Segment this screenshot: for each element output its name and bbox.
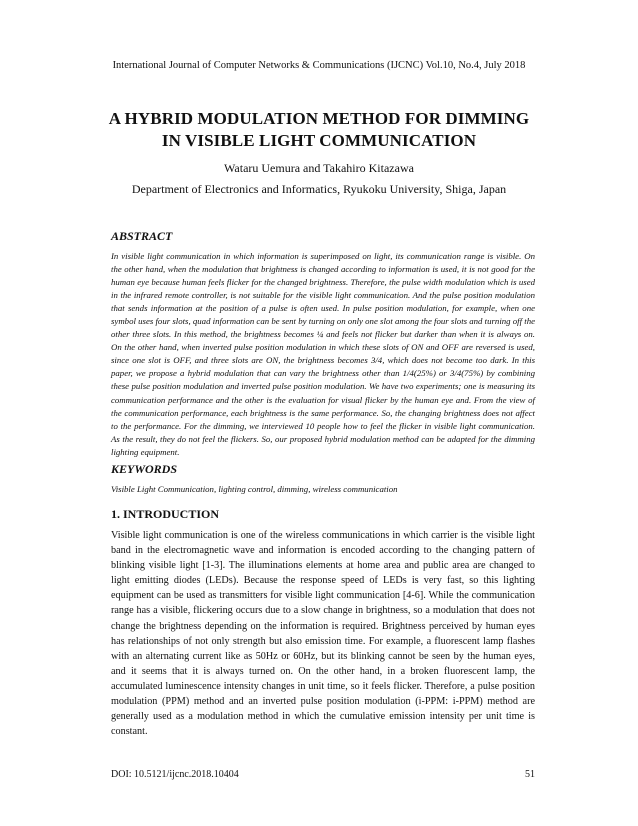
footer-doi: DOI: 10.5121/ijcnc.2018.10404 <box>111 769 239 780</box>
affiliation: Department of Electronics and Informatics, Ryukoku University, Shiga, Japan <box>131 182 507 196</box>
paper-title <box>60 108 578 152</box>
abstract-text: In visible light communication in which information is superimposed on light, its communication range is visible. On the other hand, when the modulation that brightness is changed according to information is used, it is not good for the human eye because human feels flicker for the changed brightness. Therefore, the pulse width modulation which is used in the infrared remote controller, is not suitable for the visible light communication. And the pulse position modulation that sends information at the position of a pulse is often used. In pulse position modulation, for example, when one symbol uses four slots, quad information can be sent by turning on only one slot among the four slots and turning off the other three slots. In this method, the brightness becomes ¼ and feels not flicker but darker than when it is always on. On the other hand, when inverted pulse position modulation in which these slots of ON and OFF are reversed is used, since one slot is OFF, and three slots are ON, the brightness becomes 3/4, which does not become too dark. In this paper, we propose a hybrid modulation that can vary the brightness other than 1/4(25%) or 3/4(75%) by combining these pulse position modulation and inverted pulse position modulation. We have two experiments; one is measuring its communication performance and the other is the evaluation for visual flicker by the human eye and. From the view of the communication performance, each brightness is the same performance. So, the changing brightness does not affect to the performance. For the dimming, we interviewed 10 people how to feel the flicker in visible light communication. As the result, they do not feel the flickers. So, our proposed hybrid modulation method can be adapted for the dimming lighting equipment. <box>111 251 535 457</box>
authors: Wataru Uemura and Takahiro Kitazawa <box>224 161 414 175</box>
introduction-heading: 1. INTRODUCTION <box>111 507 220 521</box>
abstract-heading: ABSTRACT <box>111 229 173 243</box>
keywords-text: Visible Light Communication, lighting control, dimming, wireless communication <box>111 484 398 494</box>
keywords-heading: KEYWORDS <box>111 462 178 476</box>
page-number: 51 <box>525 769 535 780</box>
title-line-2: IN VISIBLE LIGHT COMMUNICATION <box>161 131 477 150</box>
introduction-text: Visible light communication is one of the wireless communications in which carrier is the visible light band in the electromagnetic wave and information is encoded according to the changing pattern of blinking visible light [1-3]. The illuminations elements at home area and public area are changed to light emitting diodes (LEDs). Because the response speed of LEDs is very fast, so this lighting equipment can be used as transmitters for visible light communication [4-6]. While the communication range has a visible, flickering occurs due to a slow change in brightness, so a modulation that does not change the brightness depending on the information is required. Brightness perceived by human eyes has relationships of not only strength but also emission time. For example, a fluorescent lamp flashes with an alternating current like as 50Hz or 60Hz, but its blinking cannot be seen by the human eyes, and it seems that it is always turned on. On the other hand, in a broken fluorescent lamp, the accumulated luminescence intensity changes in unit time, so it feels flicker. Therefore, a pulse position modulation (PPM) method and an inverted pulse position modulation (i-PPM: i-PPM) method are generally used as a modulation method in which the cumulative emission intensity per unit time is constant. <box>111 530 535 738</box>
title-line-1: A HYBRID MODULATION METHOD FOR DIMMING <box>108 109 530 128</box>
journal-header: International Journal of Computer Networks & Communications (IJCNC) Vol.10, No.4, July 2018 <box>112 60 526 71</box>
